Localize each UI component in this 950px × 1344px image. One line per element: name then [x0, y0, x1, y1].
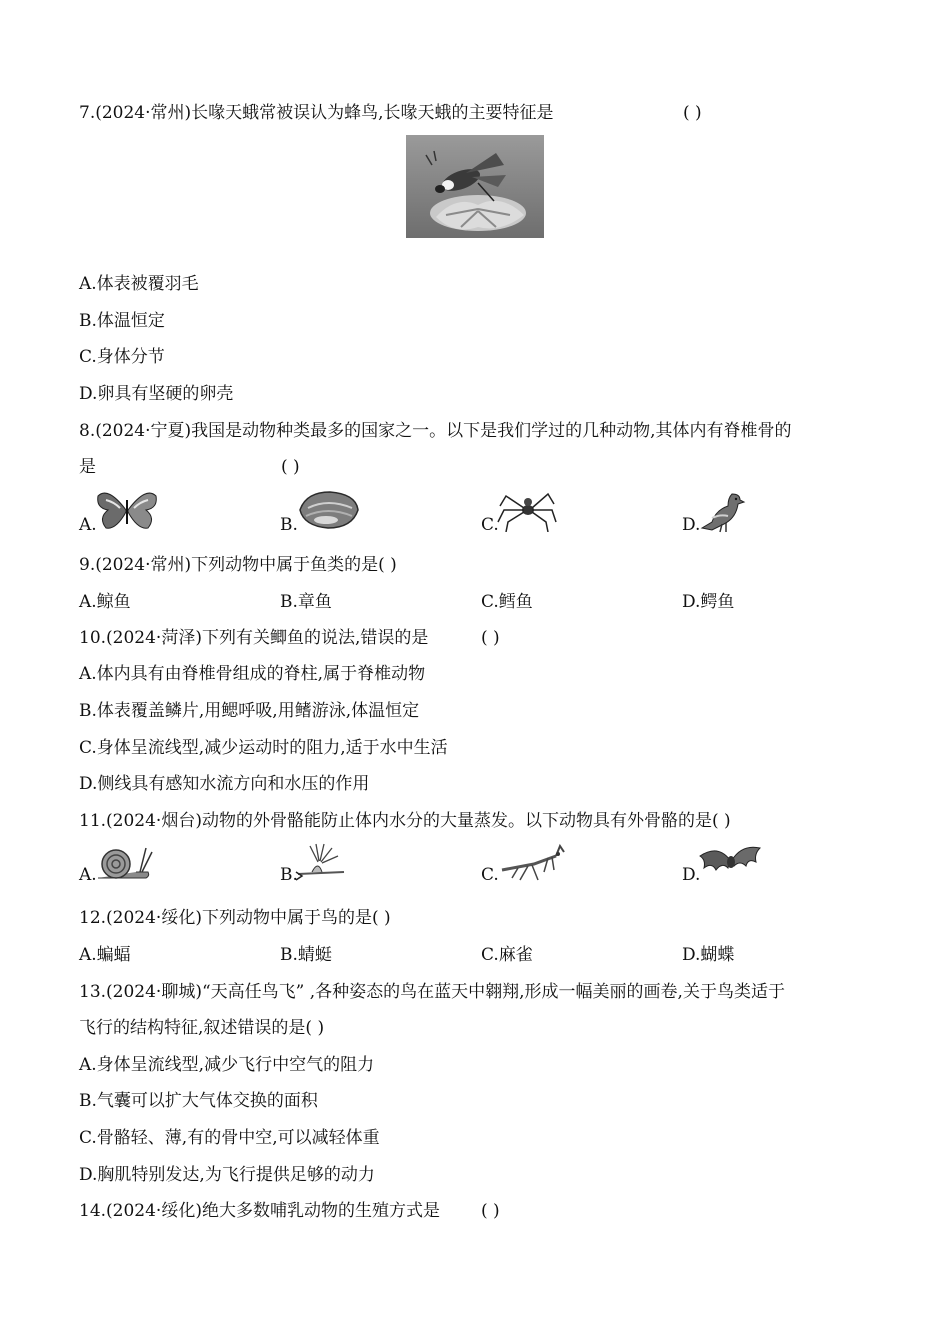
q12-option-a: A.蝙蝠	[79, 945, 131, 965]
hydra-icon	[292, 842, 350, 882]
q11-option-c: C.	[481, 865, 499, 885]
spider-icon	[496, 488, 558, 532]
q13-option-d: D.胸肌特别发达,为飞行提供足够的动力	[79, 1165, 375, 1185]
q13-stem: 13.(2024·聊城)“天高任鸟飞” ,各种姿态的鸟在蓝天中翱翔,形成一幅美丽的画卷,关于鸟类适于	[79, 982, 785, 1002]
q12-option-d: D.蝴蝶	[682, 945, 735, 965]
q10-stem: 10.(2024·菏泽)下列有关鲫鱼的说法,错误的是	[79, 628, 429, 648]
q11-option-d: D.	[682, 865, 701, 885]
q11-option-b: B.	[280, 865, 298, 885]
q10-option-a: A.体内具有由脊椎骨组成的脊柱,属于脊椎动物	[79, 664, 426, 684]
snail-icon	[96, 842, 154, 882]
q12-option-b: B.蜻蜓	[280, 945, 332, 965]
q7-option-d: D.卵具有坚硬的卵壳	[79, 384, 234, 404]
q14-answer-blank: ( )	[481, 1201, 500, 1221]
q7-option-a: A.体表被覆羽毛	[79, 274, 199, 294]
butterfly-icon	[96, 488, 158, 532]
q10-answer-blank: ( )	[481, 628, 500, 648]
bat-icon	[698, 842, 762, 880]
pigeon-icon	[698, 488, 748, 534]
q8-option-c: C.	[481, 515, 499, 535]
q9-option-a: A.鲸鱼	[79, 592, 131, 612]
q8-option-d: D.	[682, 515, 701, 535]
q11-stem: 11.(2024·烟台)动物的外骨骼能防止体内水分的大量蒸发。以下动物具有外骨骼的是( )	[79, 811, 731, 831]
q7-option-c: C.身体分节	[79, 347, 165, 367]
q8-stem: 8.(2024·宁夏)我国是动物种类最多的国家之一。以下是我们学过的几种动物,其体内有脊椎骨的	[79, 421, 792, 441]
clam-icon	[296, 490, 362, 530]
q8-option-a: A.	[79, 515, 97, 535]
q10-option-d: D.侧线具有感知水流方向和水压的作用	[79, 774, 370, 794]
q7-answer-blank: ( )	[683, 103, 702, 123]
q7-stem: 7.(2024·常州)长喙天蛾常被误认为蜂鸟,长喙天蛾的主要特征是	[79, 103, 554, 123]
q9-option-c: C.鳕鱼	[481, 592, 533, 612]
q10-option-c: C.身体呈流线型,减少运动时的阻力,适于水中生活	[79, 738, 448, 758]
q13-option-b: B.气囊可以扩大气体交换的面积	[79, 1091, 318, 1111]
mantis-icon	[498, 842, 570, 882]
q9-stem: 9.(2024·常州)下列动物中属于鱼类的是( )	[79, 555, 397, 575]
q9-option-b: B.章鱼	[280, 592, 332, 612]
q7-option-b: B.体温恒定	[79, 311, 165, 331]
q9-option-d: D.鳄鱼	[682, 592, 735, 612]
q13-option-a: A.身体呈流线型,减少飞行中空气的阻力	[79, 1055, 375, 1075]
q13-option-c: C.骨骼轻、薄,有的骨中空,可以减轻体重	[79, 1128, 380, 1148]
hawk-moth-icon	[406, 135, 544, 238]
q11-option-a: A.	[79, 865, 97, 885]
q8-answer-blank: ( )	[281, 457, 300, 477]
hawk-moth-photo	[406, 135, 544, 238]
q13-stem-cont: 飞行的结构特征,叙述错误的是( )	[79, 1018, 325, 1038]
q10-option-b: B.体表覆盖鳞片,用鳃呼吸,用鳍游泳,体温恒定	[79, 701, 420, 721]
q8-stem-cont: 是	[79, 457, 96, 477]
q12-option-c: C.麻雀	[481, 945, 533, 965]
q14-stem: 14.(2024·绥化)绝大多数哺乳动物的生殖方式是	[79, 1201, 440, 1221]
q12-stem: 12.(2024·绥化)下列动物中属于鸟的是( )	[79, 908, 391, 928]
q8-option-b: B.	[280, 515, 298, 535]
